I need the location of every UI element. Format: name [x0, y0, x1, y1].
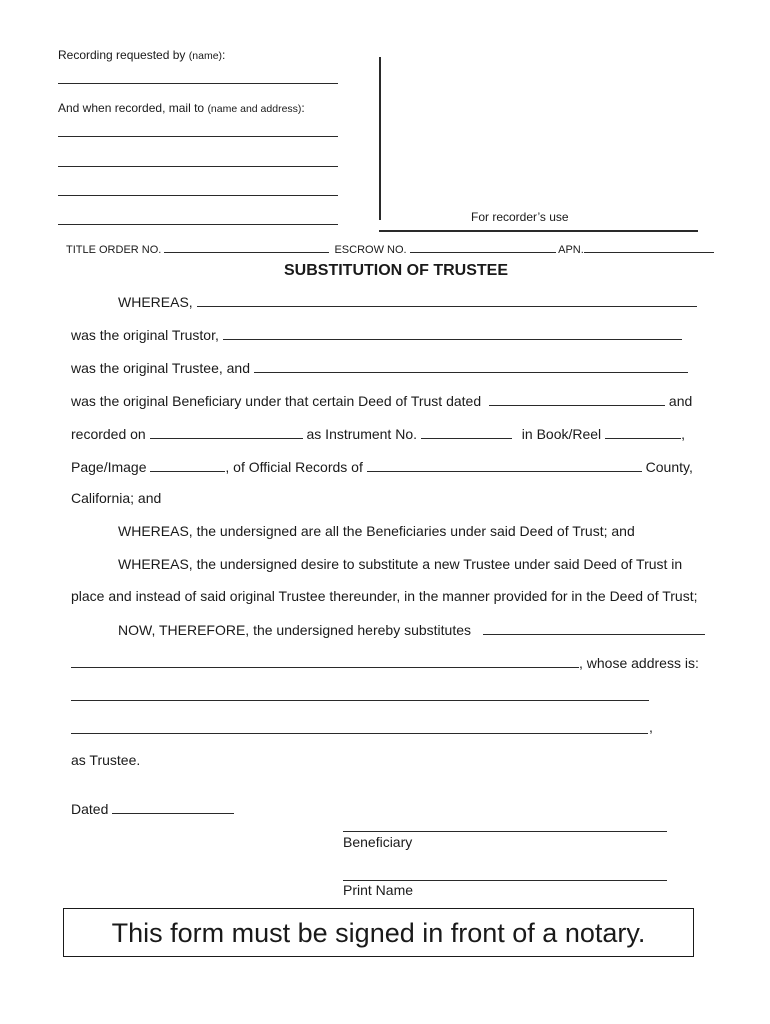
now-therefore-text: NOW, THEREFORE, the undersigned hereby substitutes: [118, 622, 472, 638]
new-trustee-name-field[interactable]: [71, 654, 579, 668]
dated-text: Dated: [71, 801, 109, 817]
print-name-line[interactable]: [343, 880, 667, 881]
beneficiary-signature-line[interactable]: [343, 831, 667, 832]
mail-to-line-3[interactable]: [58, 195, 338, 196]
dated-row: [71, 800, 234, 817]
escrow-field[interactable]: [410, 242, 556, 253]
page-image-text: Page/Image: [71, 459, 147, 475]
county-text: County,: [645, 459, 693, 475]
trustor-text: was the original Trustor,: [71, 327, 219, 343]
title-order-field[interactable]: [164, 242, 329, 253]
apn-field[interactable]: [584, 242, 714, 253]
order-line: [66, 242, 714, 258]
whereas-field[interactable]: [197, 293, 697, 307]
dated-field[interactable]: [112, 800, 234, 814]
comma-text: ,: [681, 426, 685, 442]
trustor-field[interactable]: [223, 326, 682, 340]
book-field[interactable]: [605, 425, 681, 439]
now-therefore-row: [118, 621, 705, 638]
recorded-on-field[interactable]: [150, 425, 303, 439]
as-trustee-text: as Trustee.: [71, 752, 141, 768]
address-line-1[interactable]: [71, 700, 649, 701]
trustee-text: was the original Trustee, and: [71, 360, 250, 376]
beneficiary-text: was the original Beneficiary under that certain Deed of Trust dated: [71, 393, 482, 409]
page-image-field[interactable]: [150, 458, 225, 472]
whereas-text: WHEREAS,: [118, 294, 193, 310]
recording-requested-label: Recording requested by (name):: [58, 48, 226, 62]
whereas-3-text: WHEREAS, the undersigned desire to substitute a new Trustee under said Deed of Trust in: [118, 556, 683, 572]
page-title: SUBSTITUTION OF TRUSTEE: [284, 262, 508, 279]
instrument-field[interactable]: [421, 425, 512, 439]
print-name-label: Print Name: [343, 882, 414, 898]
whereas-row: [118, 293, 697, 310]
trustee-field[interactable]: [254, 359, 688, 373]
recording-requested-line[interactable]: [58, 83, 338, 84]
trustee-row: [71, 359, 688, 376]
mail-to-line-4[interactable]: [58, 224, 338, 225]
recorders-use-label: For recorder’s use: [471, 210, 569, 224]
mail-to-line-2[interactable]: [58, 166, 338, 167]
notary-notice-box: [63, 908, 694, 957]
notary-notice-text: This form must be signed in front of a notary.: [111, 917, 646, 948]
recorded-on-text: recorded on: [71, 426, 146, 442]
header-divider: [379, 57, 381, 220]
instrument-text: as Instrument No.: [306, 426, 417, 442]
trustor-row: [71, 326, 682, 343]
beneficiary-row: [71, 392, 692, 409]
escrow-label: ESCROW NO.: [334, 244, 407, 256]
title-order-label: TITLE ORDER NO.: [66, 244, 162, 256]
book-text: in Book/Reel: [521, 426, 602, 442]
apn-label: APN.: [558, 244, 584, 256]
california-text: California; and: [71, 490, 162, 506]
recorders-use-rule: [379, 230, 698, 232]
county-field[interactable]: [367, 458, 642, 472]
beneficiary-label: Beneficiary: [343, 834, 413, 850]
whereas-2-text: WHEREAS, the undersigned are all the Beneficiaries under said Deed of Trust; and: [118, 523, 635, 539]
and-text: and: [668, 393, 693, 409]
mail-to-label: And when recorded, mail to (name and address):: [58, 101, 305, 115]
address-comma: ,: [649, 719, 653, 735]
whose-address-row: [71, 654, 699, 671]
deed-date-field[interactable]: [489, 392, 665, 406]
page-image-row: [71, 458, 693, 475]
address-line-2[interactable]: [71, 733, 648, 734]
recorded-row: [71, 425, 685, 442]
official-records-text: , of Official Records of: [225, 459, 363, 475]
whose-address-text: , whose address is:: [579, 655, 699, 671]
mail-to-line-1[interactable]: [58, 136, 338, 137]
new-trustee-field[interactable]: [483, 621, 705, 635]
place-instead-text: place and instead of said original Trustee thereunder, in the manner provided for in the Deed of Trust;: [71, 588, 698, 604]
